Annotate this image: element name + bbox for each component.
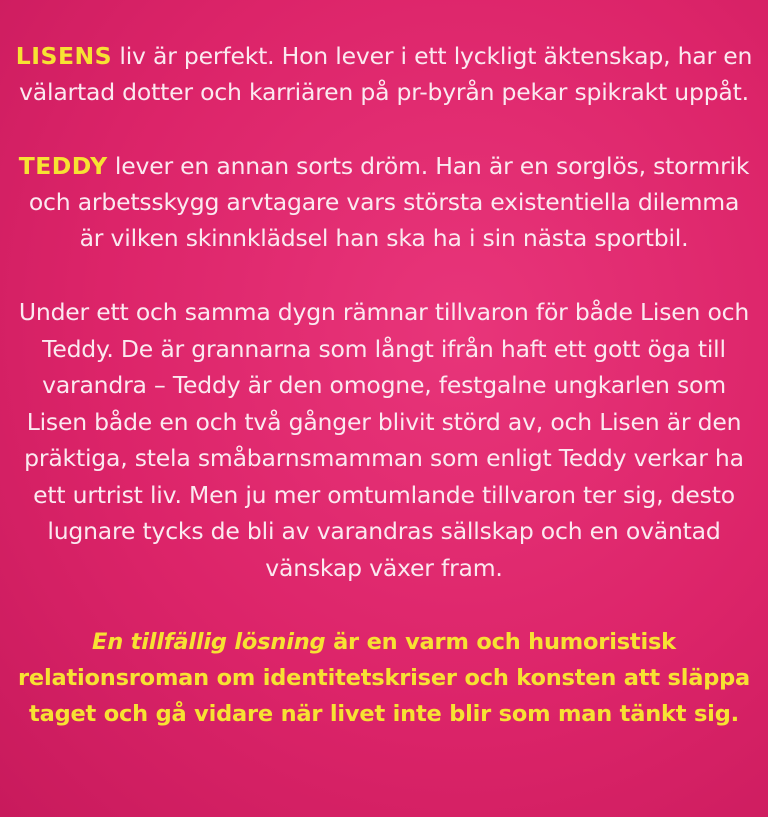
- paragraph-teddy: [14, 148, 754, 256]
- paragraph-summary: [14, 624, 754, 732]
- paragraph-lisen-text: liv är perfekt. Hon lever i ett lyckligt äktenskap, har en välartad dotter och karriären på pr-byrån pekar spikrakt uppåt.: [19, 42, 753, 106]
- book-title: En tillfällig lösning: [92, 629, 326, 655]
- paragraph-teddy-text: lever en annan sorts dröm. Han är en sorglös, stormrik och arbetsskygg arvtagare vars största existentiella dilemma är vilken skinnklädsel han ska ha i sin nästa sportbil.: [28, 152, 750, 252]
- paragraph-summary-text: är en varm och humoristisk relationsroman om identitetskriser och konsten att släppa taget och gå vidare när livet inte blir som man tänkt sig.: [18, 629, 750, 727]
- paragraph-story: Under ett och samma dygn rämnar tillvaron för både Lisen och Teddy. De är grannarna som långt ifrån haft ett gott öga till varandra – Teddy är den omogne, festgalne ungkarlen som Lisen både en och två gånger blivit störd av, och Lisen är den präktiga, stela småbarnsmamman som enligt Teddy verkar ha ett urtrist liv. Men ju mer omtumlande tillvaron ter sig, desto lugnare tycks de bli av varandras sällskap och en oväntad vänskap växer fram.: [18, 298, 750, 582]
- paragraph-lisen: [14, 38, 754, 110]
- name-teddy: TEDDY: [18, 152, 108, 180]
- name-lisen: LISENS: [15, 42, 113, 70]
